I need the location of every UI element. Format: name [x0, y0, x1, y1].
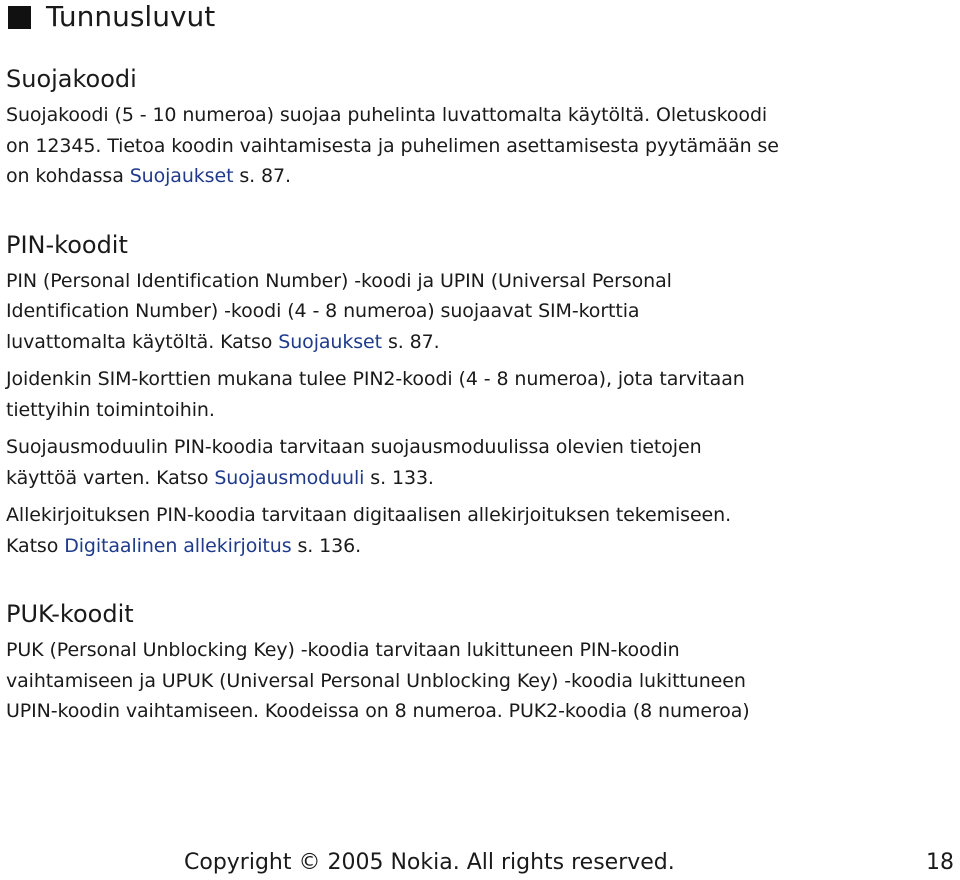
paragraph-text: s. 87. — [233, 165, 291, 187]
document-page — [6, 0, 954, 727]
paragraph-text: on kohdassa — [6, 165, 130, 187]
paragraph — [6, 364, 954, 425]
cross-reference-link[interactable]: Suojausmoduuli — [214, 466, 365, 489]
paragraph-text: s. 87. — [382, 330, 440, 353]
paragraph-text: PUK (Personal Unblocking Key) -koodia tarvitaan lukittuneen PIN-koodin — [6, 639, 680, 661]
paragraph-text: Identification Number) -koodi (4 - 8 numeroa) suojaavat SIM-korttia — [6, 300, 640, 322]
page-number: 18 — [926, 850, 954, 875]
paragraph-text: UPIN-koodin vaihtamiseen. Koodeissa on 8 numeroa. PUK2-koodia (8 numeroa) — [6, 700, 750, 722]
square-bullet-icon — [8, 6, 31, 29]
section-heading: Suojakoodi — [6, 65, 137, 93]
content-sections — [6, 64, 954, 727]
cross-reference-link[interactable]: Suojaukset — [129, 165, 234, 187]
paragraph-text: Allekirjoituksen PIN-koodia tarvitaan digitaalisen allekirjoituksen tekemiseen. — [6, 504, 732, 526]
paragraph-text: vaihtamiseen ja UPUK (Universal Personal Unblocking Key) -koodia lukittuneen — [6, 669, 746, 692]
paragraph-text: PIN (Personal Identification Number) -koodi ja UPIN (Universal Personal — [6, 269, 672, 292]
paragraph-text: on 12345. Tietoa koodin vaihtamisesta ja puhelimen asettamisesta pyytämään se — [6, 134, 779, 157]
page-title — [6, 0, 954, 34]
paragraph-text: luvattomalta käytöltä. Katso — [6, 330, 279, 353]
paragraph — [6, 100, 954, 192]
paragraph-text: s. 136. — [291, 534, 362, 557]
section-heading: PUK-koodit — [6, 600, 134, 628]
paragraph-text: tiettyihin toimintoihin. — [6, 398, 215, 421]
paragraph — [6, 266, 954, 358]
page-title-text: Tunnusluvut — [46, 0, 216, 33]
paragraph-text: s. 133. — [364, 466, 434, 489]
paragraph — [6, 635, 954, 727]
paragraph — [6, 432, 954, 493]
page-footer — [0, 846, 954, 880]
copyright-notice: Copyright © 2005 Nokia. All rights reserved. — [184, 850, 675, 875]
paragraph-text: käyttöä varten. Katso — [6, 466, 215, 489]
cross-reference-link[interactable]: Digitaalinen allekirjoitus — [64, 534, 292, 557]
paragraph-text: Suojausmoduulin PIN-koodia tarvitaan suojausmoduulissa olevien tietojen — [6, 436, 702, 458]
cross-reference-link[interactable]: Suojaukset — [278, 330, 382, 353]
paragraph-text: Katso — [6, 534, 65, 557]
paragraph — [6, 500, 954, 561]
paragraph-text: Suojakoodi (5 - 10 numeroa) suojaa puhelinta luvattomalta käytöltä. Oletuskoodi — [6, 104, 768, 126]
section-heading: PIN-koodit — [6, 230, 128, 259]
paragraph-text: Joidenkin SIM-korttien mukana tulee PIN2-koodi (4 - 8 numeroa), jota tarvitaan — [6, 368, 745, 390]
